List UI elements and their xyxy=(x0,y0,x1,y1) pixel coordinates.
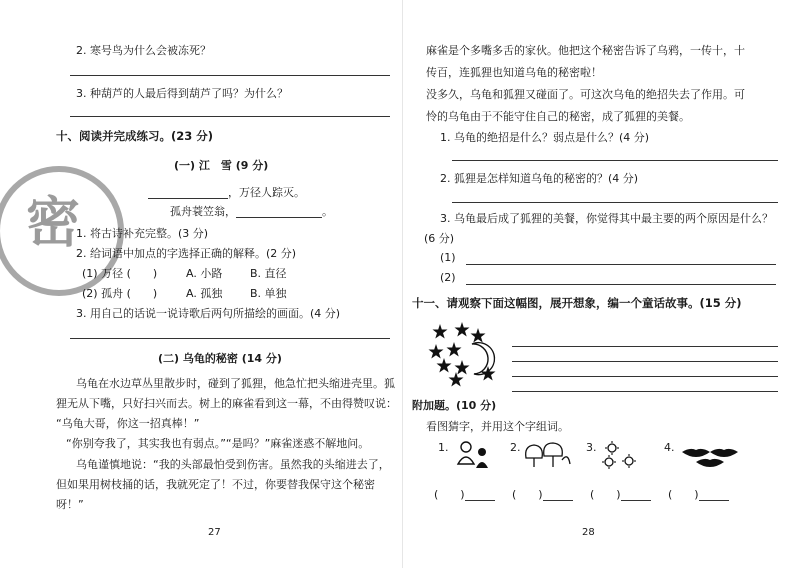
choice-option-b[interactable]: B. 直径 xyxy=(250,267,287,280)
poem-line-2-head: 孤舟蓑笠翁， xyxy=(170,205,236,218)
answer-line[interactable] xyxy=(70,116,390,117)
story-question-1: 1. 乌龟的绝招是什么？弱点是什么？(4 分) xyxy=(440,131,650,144)
mouths-icon xyxy=(680,446,742,472)
word-blank[interactable] xyxy=(699,500,729,501)
story-line: “你别夸我了，其实我也有弱点。”“是吗？”麻雀迷惑不解地问。 xyxy=(66,437,370,450)
story-writing-line[interactable] xyxy=(512,361,778,362)
page-number-left: 27 xyxy=(208,527,221,538)
guess-answer-4 xyxy=(668,488,729,501)
story-continued-line: 没多久，乌龟和狐狸又碰面了。可这次乌龟的绝招失去了作用。可 xyxy=(426,88,745,101)
story-continued-line: 怜的乌龟由于不能守住自己的秘密，成了狐狸的美餐。 xyxy=(426,110,690,123)
char-blank[interactable]: ( ) xyxy=(590,488,621,501)
poem-question-3: 3. 用自己的话说一说诗歌后两句所描绘的画面。(4 分) xyxy=(76,307,341,320)
answer-line[interactable] xyxy=(70,75,390,76)
story-line: 但如果用树枝捅的话，我就死定了！不过，你要替我保守这个秘密 xyxy=(56,478,375,491)
word-blank[interactable] xyxy=(465,500,495,501)
story-question-3-score: (6 分) xyxy=(424,232,455,245)
people-icon xyxy=(452,440,498,470)
story-writing-line[interactable] xyxy=(512,346,778,347)
story-line: 狸无从下嘴，只好扫兴而去。树上的麻雀看到这一幕，不由得赞叹说： xyxy=(56,397,397,410)
story-continued-line: 传百，连狐狸也知道乌龟的秘密啦！ xyxy=(426,66,602,79)
poem-question-1: 1. 将古诗补充完整。(3 分) xyxy=(76,227,209,240)
stamp-glyph: 密 xyxy=(26,191,80,254)
answer-item-label: (1) xyxy=(440,251,456,264)
choice-row-1-item: (1) 万径 ( ) xyxy=(82,267,158,280)
guess-answer-3 xyxy=(590,488,651,501)
story-title: (二) 乌龟的秘密 (14 分) xyxy=(158,352,282,365)
word-blank[interactable] xyxy=(621,500,651,501)
section-10-heading: 十、阅读并完成练习。(23 分) xyxy=(56,129,214,143)
page-number-right: 28 xyxy=(582,527,595,538)
guess-answer-2 xyxy=(512,488,573,501)
question-2: 2. 寒号鸟为什么会被冻死？ xyxy=(76,44,211,57)
poem-line-2-tail: 。 xyxy=(322,205,333,218)
poem-line-1-tail: ，万径人踪灭。 xyxy=(228,186,305,199)
poem-line-1 xyxy=(148,186,305,199)
story-question-3: 3. 乌龟最后成了狐狸的美餐，你觉得其中最主要的两个原因是什么？ xyxy=(440,212,773,225)
poem-blank-1[interactable] xyxy=(148,198,228,199)
story-writing-line[interactable] xyxy=(512,391,778,392)
picture-label-3: 3. xyxy=(586,441,597,454)
page-gutter xyxy=(402,0,403,568)
choice-option-b[interactable]: B. 单独 xyxy=(250,287,287,300)
trees-icon xyxy=(522,440,572,470)
answer-line[interactable] xyxy=(452,202,778,203)
picture-label-2: 2. xyxy=(510,441,521,454)
choice-row-2-item: (2) 孤舟 ( ) xyxy=(82,287,158,300)
answer-line[interactable] xyxy=(452,160,778,161)
char-blank[interactable]: ( ) xyxy=(512,488,543,501)
story-line: 乌龟谨慎地说：“我的头部最怕受到伤害。虽然我的头缩进去了， xyxy=(76,458,390,471)
answer-line[interactable] xyxy=(466,284,776,285)
answer-line[interactable] xyxy=(70,338,390,339)
story-writing-line[interactable] xyxy=(512,376,778,377)
poem-question-2: 2. 给词语中加点的字选择正确的解释。(2 分) xyxy=(76,247,297,260)
section-11-heading: 十一、请观察下面这幅图，展开想象，编一个童话故事。(15 分) xyxy=(412,296,742,310)
choice-option-a[interactable]: A. 小路 xyxy=(186,267,223,280)
choice-option-a[interactable]: A. 孤独 xyxy=(186,287,223,300)
word-blank[interactable] xyxy=(543,500,573,501)
poem-title: (一) 江 雪 (9 分) xyxy=(174,159,269,172)
poem-blank-2[interactable] xyxy=(236,217,322,218)
bonus-heading: 附加题。(10 分) xyxy=(412,399,497,412)
picture-label-4: 4. xyxy=(664,441,675,454)
moon-icon xyxy=(472,343,494,375)
story-line: 乌龟在水边草丛里散步时，碰到了狐狸，他急忙把头缩进壳里。狐 xyxy=(76,377,395,390)
question-3: 3. 种葫芦的人最后得到葫芦了吗？为什么？ xyxy=(76,87,288,100)
story-line: 呀！” xyxy=(56,498,84,511)
answer-line[interactable] xyxy=(466,264,776,265)
bonus-instruction: 看图猜字，并用这个字组词。 xyxy=(426,420,569,433)
guess-answer-1 xyxy=(434,488,495,501)
story-question-2: 2. 狐狸是怎样知道乌龟的秘密的？(4 分) xyxy=(440,172,639,185)
picture-label-1: 1. xyxy=(438,441,449,454)
poem-line-2 xyxy=(170,205,333,218)
char-blank[interactable]: ( ) xyxy=(434,488,465,501)
story-line: “乌龟大哥，你这一招真棒！” xyxy=(56,417,200,430)
night-sky-picture xyxy=(428,322,498,388)
answer-item-label: (2) xyxy=(440,271,456,284)
story-continued-line: 麻雀是个多嘴多舌的家伙。他把这个秘密告诉了乌鸦，一传十，十 xyxy=(426,44,745,57)
stars-icon xyxy=(429,322,496,387)
char-blank[interactable]: ( ) xyxy=(668,488,699,501)
suns-icon xyxy=(600,440,642,470)
